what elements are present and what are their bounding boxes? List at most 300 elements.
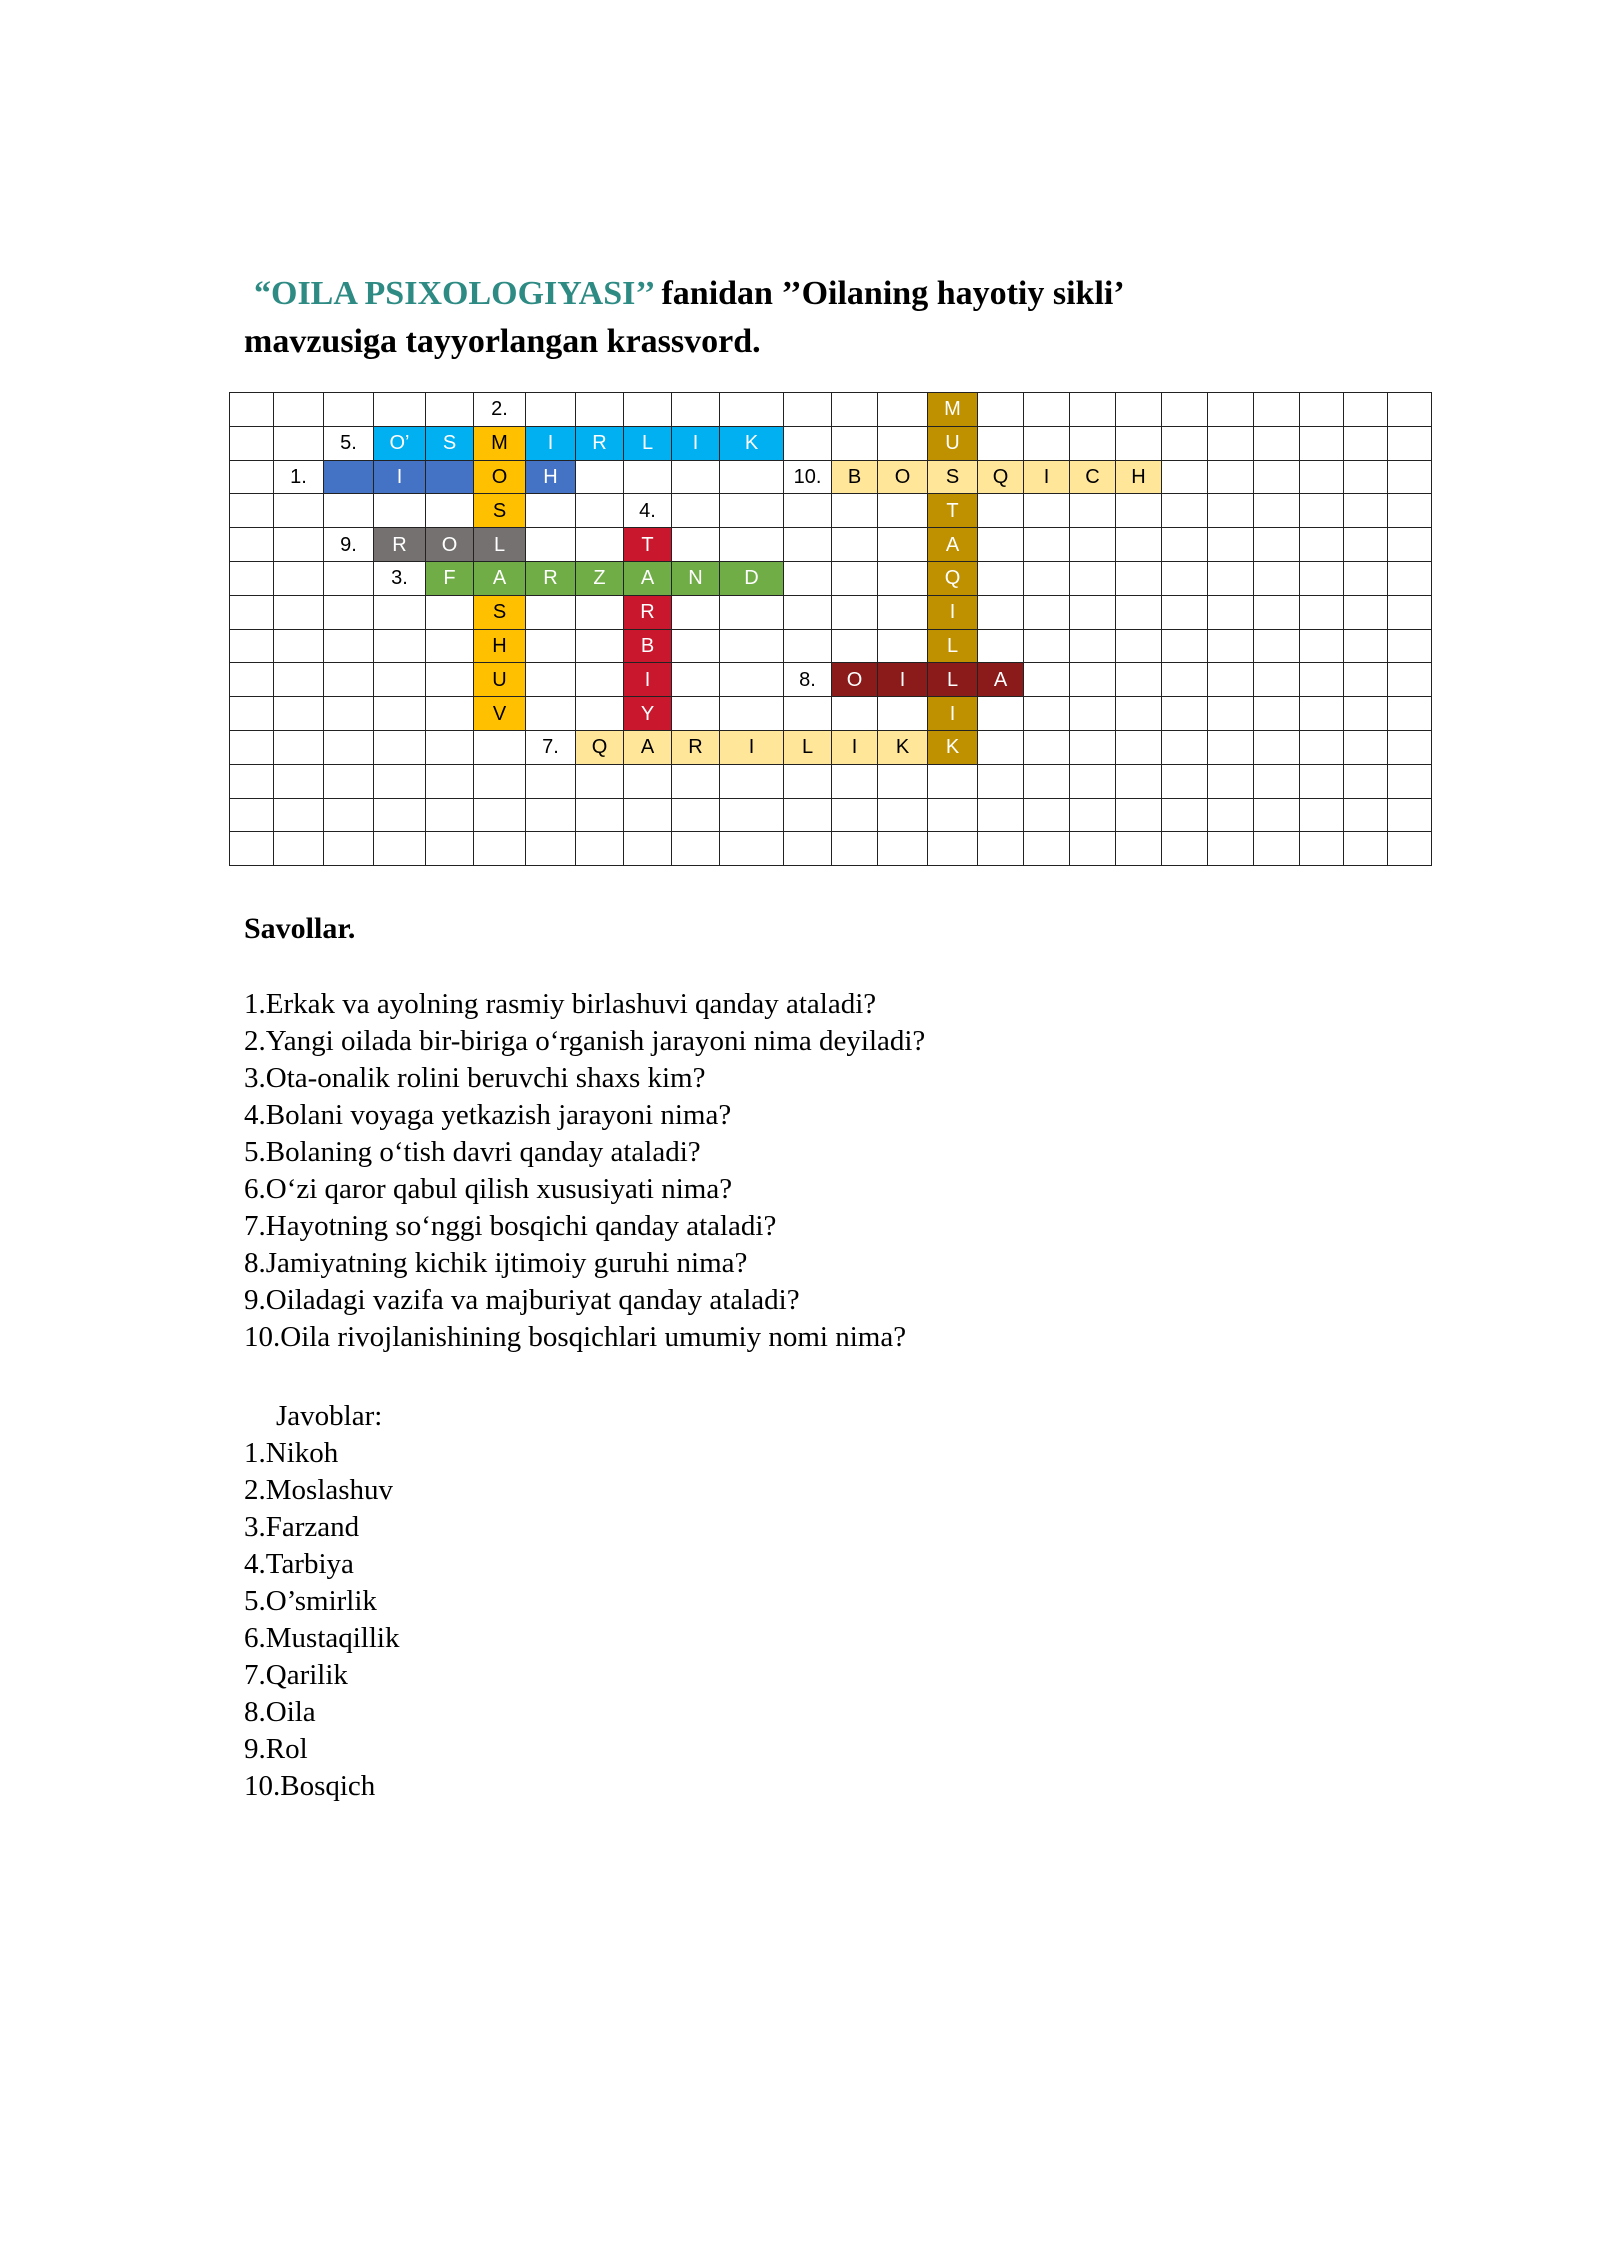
grid-cell <box>832 798 878 832</box>
grid-cell <box>526 629 576 663</box>
grid-cell <box>1254 663 1300 697</box>
letter-cell: O <box>474 460 526 494</box>
letter-cell: C <box>1070 460 1116 494</box>
grid-cell <box>784 528 832 562</box>
letter-cell: F <box>426 561 474 595</box>
grid-cell <box>1344 426 1388 460</box>
grid-cell <box>1024 393 1070 427</box>
grid-cell <box>1344 494 1388 528</box>
grid-cell <box>1300 832 1344 866</box>
grid-cell <box>324 561 374 595</box>
grid-cell <box>474 764 526 798</box>
answer-item: 10.Bosqich <box>244 1770 376 1802</box>
grid-cell <box>720 798 784 832</box>
grid-cell <box>784 629 832 663</box>
grid-cell <box>1254 730 1300 764</box>
grid-cell <box>1070 595 1116 629</box>
grid-cell <box>878 697 928 731</box>
grid-cell <box>274 426 324 460</box>
grid-cell <box>426 730 474 764</box>
grid-cell <box>274 595 324 629</box>
grid-cell <box>1254 629 1300 663</box>
grid-cell <box>1208 460 1254 494</box>
topic-name: fanidan ’’Oilaning hayotiy sikli’ <box>652 275 1125 312</box>
grid-cell <box>878 528 928 562</box>
clue-number: 8. <box>784 663 832 697</box>
grid-cell <box>1116 697 1162 731</box>
grid-cell <box>374 730 426 764</box>
grid-cell <box>1070 730 1116 764</box>
letter-cell: O <box>426 528 474 562</box>
grid-cell <box>576 798 624 832</box>
grid-cell <box>526 832 576 866</box>
grid-cell <box>878 798 928 832</box>
letter-cell: I <box>928 697 978 731</box>
grid-row <box>230 494 1432 528</box>
question-item: 7.Hayotning so‘nggi bosqichi qanday ataladi? <box>244 1210 777 1242</box>
grid-cell <box>1024 697 1070 731</box>
question-item: 9.Oiladagi vazifa va majburiyat qanday ataladi? <box>244 1284 800 1316</box>
grid-cell <box>374 697 426 731</box>
grid-cell <box>720 460 784 494</box>
grid-cell <box>1162 426 1208 460</box>
grid-cell <box>1208 697 1254 731</box>
grid-cell <box>324 764 374 798</box>
grid-cell <box>1162 561 1208 595</box>
grid-cell <box>1344 595 1388 629</box>
grid-cell <box>978 798 1024 832</box>
question-item: 3.Ota-onalik rolini beruvchi shaxs kim? <box>244 1062 706 1094</box>
grid-cell <box>374 629 426 663</box>
grid-row <box>230 832 1432 866</box>
answers-heading: Javoblar: <box>276 1400 383 1432</box>
grid-cell <box>1162 798 1208 832</box>
grid-cell <box>1208 798 1254 832</box>
grid-cell <box>374 494 426 528</box>
grid-cell <box>784 697 832 731</box>
grid-cell <box>784 561 832 595</box>
grid-cell <box>672 494 720 528</box>
grid-row <box>230 528 1432 562</box>
grid-cell <box>230 460 274 494</box>
letter-cell: Q <box>928 561 978 595</box>
grid-cell <box>1116 798 1162 832</box>
grid-cell <box>230 426 274 460</box>
grid-cell <box>324 832 374 866</box>
question-item: 10.Oila rivojlanishining bosqichlari umumiy nomi nima? <box>244 1321 907 1353</box>
grid-cell <box>1162 832 1208 866</box>
grid-cell <box>1300 460 1344 494</box>
grid-cell <box>474 730 526 764</box>
grid-cell <box>324 663 374 697</box>
clue-number: 9. <box>324 528 374 562</box>
clue-number: 10. <box>784 460 832 494</box>
grid-cell <box>1254 426 1300 460</box>
letter-cell: D <box>720 561 784 595</box>
letter-cell: K <box>720 426 784 460</box>
letter-cell: S <box>474 595 526 629</box>
grid-cell <box>426 832 474 866</box>
grid-cell <box>1388 629 1432 663</box>
letter-cell: I <box>928 595 978 629</box>
grid-cell <box>1344 663 1388 697</box>
letter-cell: K <box>928 730 978 764</box>
grid-cell <box>720 764 784 798</box>
grid-cell <box>576 697 624 731</box>
grid-cell <box>274 494 324 528</box>
grid-cell <box>576 629 624 663</box>
grid-cell <box>1208 426 1254 460</box>
grid-cell <box>1162 663 1208 697</box>
grid-cell <box>1300 393 1344 427</box>
grid-cell <box>324 393 374 427</box>
grid-cell <box>784 832 832 866</box>
grid-cell <box>720 663 784 697</box>
grid-cell <box>720 393 784 427</box>
grid-cell <box>526 798 576 832</box>
grid-cell <box>1300 697 1344 731</box>
grid-cell <box>1254 832 1300 866</box>
grid-cell <box>624 460 672 494</box>
grid-cell <box>1070 629 1116 663</box>
grid-cell <box>1388 832 1432 866</box>
grid-row <box>230 764 1432 798</box>
grid-cell <box>1254 595 1300 629</box>
letter-cell: A <box>978 663 1024 697</box>
grid-cell <box>832 832 878 866</box>
grid-row <box>230 595 1432 629</box>
questions-list <box>244 986 1394 1356</box>
grid-cell <box>374 663 426 697</box>
grid-row <box>230 393 1432 427</box>
grid-cell <box>274 393 324 427</box>
grid-row <box>230 663 1432 697</box>
letter-cell: K <box>878 730 928 764</box>
grid-cell <box>1254 460 1300 494</box>
grid-cell <box>1300 730 1344 764</box>
letter-cell: N <box>672 561 720 595</box>
grid-cell <box>1254 393 1300 427</box>
grid-cell <box>1344 393 1388 427</box>
grid-cell <box>1070 426 1116 460</box>
letter-cell: L <box>928 663 978 697</box>
grid-cell <box>230 798 274 832</box>
letter-cell: U <box>928 426 978 460</box>
grid-cell <box>230 730 274 764</box>
letter-cell: U <box>474 663 526 697</box>
grid-cell <box>878 764 928 798</box>
letter-cell: B <box>624 629 672 663</box>
question-item: 6.O‘zi qaror qabul qilish xususiyati nima? <box>244 1173 733 1205</box>
grid-cell <box>1208 629 1254 663</box>
grid-cell <box>1070 663 1116 697</box>
clue-number: 5. <box>324 426 374 460</box>
grid-cell <box>1300 663 1344 697</box>
grid-cell <box>1388 460 1432 494</box>
grid-cell <box>832 764 878 798</box>
clue-number: 1. <box>274 460 324 494</box>
letter-cell: I <box>1024 460 1070 494</box>
letter-cell: M <box>474 426 526 460</box>
grid-cell <box>1070 798 1116 832</box>
grid-cell <box>576 460 624 494</box>
grid-cell <box>426 629 474 663</box>
grid-cell <box>720 629 784 663</box>
grid-cell <box>576 832 624 866</box>
grid-cell <box>1024 561 1070 595</box>
grid-cell <box>1208 528 1254 562</box>
title-line-2: mavzusiga tayyorlangan krassvord. <box>244 323 761 360</box>
grid-cell <box>426 798 474 832</box>
grid-cell <box>324 629 374 663</box>
grid-cell <box>576 663 624 697</box>
grid-cell <box>1116 730 1162 764</box>
letter-cell: H <box>526 460 576 494</box>
grid-cell <box>274 663 324 697</box>
grid-row <box>230 426 1432 460</box>
answer-item: 7.Qarilik <box>244 1659 348 1691</box>
grid-cell <box>928 764 978 798</box>
grid-cell <box>230 494 274 528</box>
letter-cell: R <box>576 426 624 460</box>
grid-cell <box>374 798 426 832</box>
grid-cell <box>324 697 374 731</box>
answer-item: 8.Oila <box>244 1696 316 1728</box>
grid-cell <box>878 595 928 629</box>
grid-cell <box>576 494 624 528</box>
question-item: 4.Bolani voyaga yetkazish jarayoni nima? <box>244 1099 732 1131</box>
grid-cell <box>1300 798 1344 832</box>
grid-cell <box>784 426 832 460</box>
letter-cell: S <box>426 426 474 460</box>
letter-cell: O <box>878 460 928 494</box>
grid-cell <box>832 393 878 427</box>
grid-cell <box>1344 629 1388 663</box>
grid-cell <box>576 595 624 629</box>
title-line-1 <box>244 270 1394 318</box>
grid-cell <box>1388 561 1432 595</box>
document-title <box>244 270 1394 366</box>
grid-cell <box>230 393 274 427</box>
grid-cell <box>1208 832 1254 866</box>
letter-cell: R <box>374 528 426 562</box>
grid-cell <box>1208 730 1254 764</box>
grid-cell <box>576 528 624 562</box>
grid-cell <box>1344 460 1388 494</box>
grid-cell <box>832 494 878 528</box>
letter-cell <box>426 460 474 494</box>
letter-cell: I <box>832 730 878 764</box>
grid-cell <box>672 798 720 832</box>
grid-cell <box>928 798 978 832</box>
letter-cell: H <box>1116 460 1162 494</box>
grid-cell <box>1024 426 1070 460</box>
grid-cell <box>1116 764 1162 798</box>
grid-cell <box>374 393 426 427</box>
grid-cell <box>426 663 474 697</box>
letter-cell: L <box>624 426 672 460</box>
grid-cell <box>720 832 784 866</box>
grid-cell <box>784 393 832 427</box>
grid-cell <box>832 629 878 663</box>
letter-cell: S <box>928 460 978 494</box>
grid-cell <box>1024 494 1070 528</box>
grid-cell <box>720 595 784 629</box>
grid-cell <box>426 494 474 528</box>
grid-row <box>230 730 1432 764</box>
letter-cell: R <box>624 595 672 629</box>
grid-cell <box>1388 798 1432 832</box>
grid-cell <box>1070 393 1116 427</box>
grid-cell <box>230 528 274 562</box>
grid-cell <box>1208 663 1254 697</box>
grid-cell <box>1208 393 1254 427</box>
grid-cell <box>672 764 720 798</box>
grid-cell <box>1208 561 1254 595</box>
answer-item: 5.O’smirlik <box>244 1585 377 1617</box>
grid-cell <box>474 798 526 832</box>
grid-cell <box>274 697 324 731</box>
clue-number: 2. <box>474 393 526 427</box>
questions-heading: Savollar. <box>244 912 356 945</box>
grid-cell <box>1070 764 1116 798</box>
letter-cell: A <box>474 561 526 595</box>
letter-cell: I <box>374 460 426 494</box>
grid-cell <box>274 730 324 764</box>
grid-cell <box>978 832 1024 866</box>
grid-cell <box>324 798 374 832</box>
grid-cell <box>526 393 576 427</box>
grid-cell <box>1208 595 1254 629</box>
grid-cell <box>878 629 928 663</box>
grid-cell <box>374 595 426 629</box>
grid-cell <box>526 595 576 629</box>
grid-row <box>230 561 1432 595</box>
grid-cell <box>274 629 324 663</box>
grid-cell <box>1162 494 1208 528</box>
grid-cell <box>1162 528 1208 562</box>
grid-cell <box>1344 561 1388 595</box>
grid-cell <box>426 595 474 629</box>
grid-cell <box>230 832 274 866</box>
grid-cell <box>1162 460 1208 494</box>
grid-cell <box>230 629 274 663</box>
grid-row <box>230 697 1432 731</box>
grid-cell <box>426 764 474 798</box>
grid-cell <box>1024 764 1070 798</box>
grid-cell <box>624 764 672 798</box>
grid-cell <box>274 764 324 798</box>
grid-cell <box>230 561 274 595</box>
grid-cell <box>978 528 1024 562</box>
grid-cell <box>1116 494 1162 528</box>
grid-cell <box>526 663 576 697</box>
grid-cell <box>832 426 878 460</box>
grid-cell <box>576 764 624 798</box>
answer-item: 1.Nikoh <box>244 1437 339 1469</box>
letter-cell: I <box>672 426 720 460</box>
letter-cell: A <box>928 528 978 562</box>
letter-cell: M <box>928 393 978 427</box>
question-item: 1.Erkak va ayolning rasmiy birlashuvi qanday ataladi? <box>244 988 877 1020</box>
grid-cell <box>1300 764 1344 798</box>
answer-item: 9.Rol <box>244 1733 308 1765</box>
grid-cell <box>878 393 928 427</box>
letter-cell: I <box>878 663 928 697</box>
grid-cell <box>324 595 374 629</box>
grid-cell <box>978 426 1024 460</box>
grid-cell <box>1116 663 1162 697</box>
grid-cell <box>1300 629 1344 663</box>
grid-cell <box>324 494 374 528</box>
grid-cell <box>1162 629 1208 663</box>
grid-cell <box>1254 697 1300 731</box>
grid-cell <box>672 393 720 427</box>
grid-cell <box>374 764 426 798</box>
crossword-grid <box>229 392 1432 866</box>
grid-cell <box>1254 798 1300 832</box>
grid-cell <box>878 561 928 595</box>
answer-item: 6.Mustaqillik <box>244 1622 400 1654</box>
grid-cell <box>230 697 274 731</box>
grid-cell <box>1116 595 1162 629</box>
grid-cell <box>426 697 474 731</box>
clue-number: 7. <box>526 730 576 764</box>
grid-cell <box>274 832 324 866</box>
grid-cell <box>978 595 1024 629</box>
grid-cell <box>1024 832 1070 866</box>
answer-item: 2.Moslashuv <box>244 1474 394 1506</box>
grid-cell <box>672 460 720 494</box>
grid-cell <box>672 528 720 562</box>
grid-cell <box>784 798 832 832</box>
letter-cell: B <box>832 460 878 494</box>
answers-list <box>244 1435 1394 1805</box>
grid-cell <box>1254 494 1300 528</box>
grid-cell <box>1388 494 1432 528</box>
grid-cell <box>526 697 576 731</box>
letter-cell: A <box>624 561 672 595</box>
grid-cell <box>784 764 832 798</box>
grid-cell <box>1162 595 1208 629</box>
grid-cell <box>274 528 324 562</box>
grid-cell <box>978 697 1024 731</box>
grid-cell <box>1116 393 1162 427</box>
grid-cell <box>1162 393 1208 427</box>
grid-cell <box>1116 528 1162 562</box>
grid-cell <box>1024 595 1070 629</box>
grid-cell <box>526 494 576 528</box>
grid-cell <box>1162 730 1208 764</box>
grid-cell <box>274 561 324 595</box>
grid-cell <box>1388 528 1432 562</box>
letter-cell: I <box>720 730 784 764</box>
grid-cell <box>624 393 672 427</box>
grid-cell <box>1208 494 1254 528</box>
letter-cell <box>324 460 374 494</box>
letter-cell: T <box>928 494 978 528</box>
grid-cell <box>978 494 1024 528</box>
grid-cell <box>978 629 1024 663</box>
grid-cell <box>1070 494 1116 528</box>
grid-cell <box>274 798 324 832</box>
question-item: 8.Jamiyatning kichik ijtimoiy guruhi nima? <box>244 1247 748 1279</box>
grid-cell <box>624 832 672 866</box>
grid-cell <box>1070 561 1116 595</box>
grid-cell <box>374 832 426 866</box>
grid-cell <box>1208 764 1254 798</box>
grid-cell <box>720 528 784 562</box>
